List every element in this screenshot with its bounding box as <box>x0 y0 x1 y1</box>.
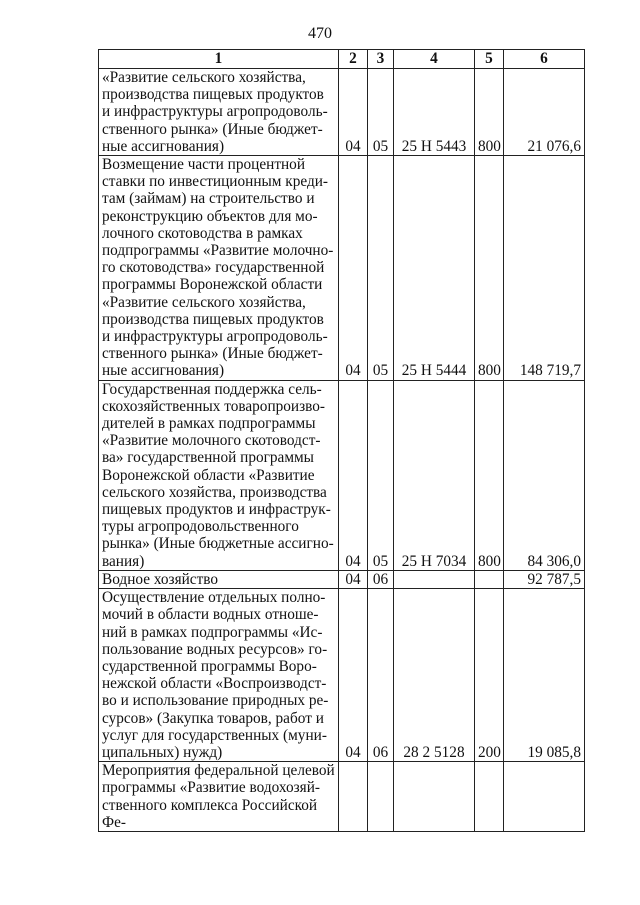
description-line: лочного скотоводства в рамках <box>102 224 303 242</box>
target-item-code: 28 2 5128 <box>394 589 475 762</box>
description-line: дителей в рамках подпрограммы <box>102 415 316 433</box>
description-line: Государственная поддержка сель- <box>102 380 322 398</box>
table-row <box>99 570 585 588</box>
description-line: реконструкцию объектов для мо- <box>102 207 318 225</box>
column-header-2: 2 <box>339 50 368 69</box>
description-line: Возмещение части процентной <box>102 156 306 174</box>
expense-type-code: 800 <box>475 69 504 156</box>
item-description <box>99 156 339 381</box>
description-line: «Развитие молочного скотоводст- <box>102 432 321 450</box>
description-line: ципальных) нужд) <box>102 743 223 761</box>
description-line: мочий в области водных отноше- <box>102 606 319 624</box>
description-line: пользование водных ресурсов» го- <box>102 640 328 658</box>
description-line: ставки по инвестиционным креди- <box>102 173 329 191</box>
description-line: го скотоводства» государственной <box>102 259 325 277</box>
description-line: сурсов» (Закупка товаров, работ и <box>102 709 324 727</box>
item-description <box>99 69 339 156</box>
expense-type-code: 800 <box>475 156 504 381</box>
page-number: 470 <box>308 25 332 42</box>
amount: 84 306,0 <box>504 380 585 570</box>
column-header-5: 5 <box>475 50 504 69</box>
amount <box>504 762 585 832</box>
description-line: ва» государственной программы <box>102 449 314 467</box>
section-code: 04 <box>339 589 368 762</box>
description-line: туры агропродовольственного <box>102 518 299 536</box>
item-description <box>99 762 339 832</box>
target-item-code <box>394 762 475 832</box>
description-line: ственного рынка» (Иные бюджет- <box>102 120 323 138</box>
expense-type-code <box>475 570 504 588</box>
description-line: вания) <box>102 552 145 570</box>
column-header-1: 1 <box>99 50 339 69</box>
description-line: ные ассигнования) <box>102 362 225 380</box>
description-line: Осуществление отдельных полно- <box>102 589 326 607</box>
budget-table <box>98 49 585 832</box>
expense-type-code: 800 <box>475 380 504 570</box>
header-row <box>99 50 585 69</box>
description-line: подпрограммы «Развитие молочно- <box>102 242 334 260</box>
subsection-code: 05 <box>368 156 394 381</box>
table-row <box>99 69 585 156</box>
section-code: 04 <box>339 380 368 570</box>
description-line: Воронежской области «Развитие <box>102 466 315 484</box>
amount: 148 719,7 <box>504 156 585 381</box>
target-item-code: 25 Н 5443 <box>394 69 475 156</box>
description-line: производства пищевых продуктов <box>102 310 324 328</box>
expense-type-code <box>475 762 504 832</box>
description-line: сударственной программы Воро- <box>102 657 317 675</box>
description-line: программы «Развитие водохозяй- <box>102 779 320 797</box>
section-code <box>339 762 368 832</box>
section-code: 04 <box>339 156 368 381</box>
subsection-code: 06 <box>368 589 394 762</box>
description-line: и инфраструктуры агропродоволь- <box>102 103 328 121</box>
description-line: рынка» (Иные бюджетные ассигно- <box>102 535 334 553</box>
subsection-code: 05 <box>368 69 394 156</box>
description-line: услуг для государственных (муни- <box>102 726 327 744</box>
subsection-code: 05 <box>368 380 394 570</box>
item-description <box>99 380 339 570</box>
section-code: 04 <box>339 570 368 588</box>
target-item-code: 25 Н 5444 <box>394 156 475 381</box>
column-header-3: 3 <box>368 50 394 69</box>
description-line: ний в рамках подпрограммы «Ис- <box>102 623 323 641</box>
column-header-6: 6 <box>504 50 585 69</box>
table-row <box>99 380 585 570</box>
description-line: там (займам) на строительство и <box>102 190 315 208</box>
column-header-4: 4 <box>394 50 475 69</box>
description-line: во и использование природных ре- <box>102 692 329 710</box>
description-line: «Развитие сельского хозяйства, <box>102 69 306 86</box>
table-row <box>99 156 585 381</box>
description-line: пищевых продуктов и инфраструк- <box>102 501 331 519</box>
description-line: производства пищевых продуктов <box>102 86 324 104</box>
description-line: Водное хозяйство <box>102 570 219 588</box>
description-line: Мероприятия федеральной целевой <box>102 762 335 780</box>
description-line: ственного комплекса Российской Фе- <box>102 796 318 831</box>
section-code: 04 <box>339 69 368 156</box>
description-line: ные ассигнования) <box>102 137 225 155</box>
amount: 92 787,5 <box>504 570 585 588</box>
subsection-code <box>368 762 394 832</box>
table-row <box>99 589 585 762</box>
expense-type-code: 200 <box>475 589 504 762</box>
description-line: и инфраструктуры агропродоволь- <box>102 328 328 346</box>
description-line: «Развитие сельского хозяйства, <box>102 293 306 311</box>
description-line: нежской области «Воспроизводст- <box>102 675 327 693</box>
description-line: сельского хозяйства, производства <box>102 483 327 501</box>
target-item-code <box>394 570 475 588</box>
description-line: скохозяйственных товаропроизво- <box>102 397 326 415</box>
target-item-code: 25 Н 7034 <box>394 380 475 570</box>
description-line: программы Воронежской области <box>102 276 323 294</box>
amount: 21 076,6 <box>504 69 585 156</box>
item-description <box>99 589 339 762</box>
amount: 19 085,8 <box>504 589 585 762</box>
subsection-code: 06 <box>368 570 394 588</box>
item-description <box>99 570 339 588</box>
description-line: ственного рынка» (Иные бюджет- <box>102 345 323 363</box>
table-row <box>99 762 585 832</box>
